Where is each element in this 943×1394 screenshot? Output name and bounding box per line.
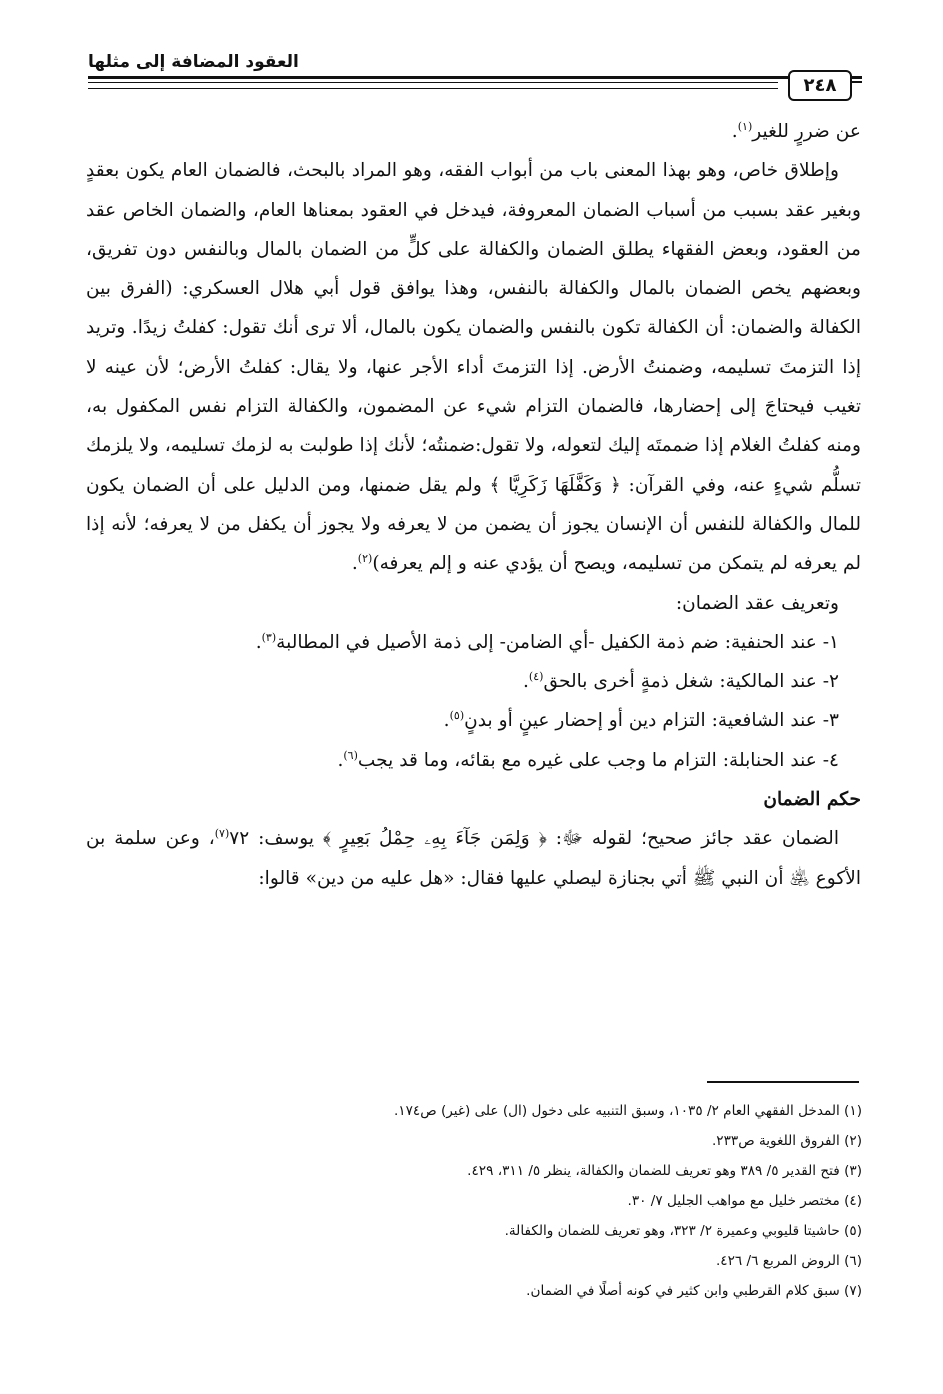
list-item: ٢- عند المالكية: شغل ذمةٍ أخرى بالحق$^{(٤)}$. [523,669,839,693]
footnote-ref: (٥) [449,709,465,723]
header-rule [88,76,862,79]
footnote: (٧) سبق كلام القرطبي وابن كثير في كونه أصلًا في الضمان. [526,1283,862,1299]
footnote: (٥) حاشيتا قليوبي وعميرة ٢/ ٣٢٣، وهو تعريف للضمان والكفالة. [504,1223,862,1239]
list-item: ٤- عند الحنابلة: التزام ما وجب على غيره مع بقائه، وما قد يجب$^{(٦)}$. [337,748,839,771]
footnote-separator [707,1081,859,1083]
footnote-ref: (٣) [261,630,277,644]
paragraph: عن ضررٍ للغير$^{(١)}$. [731,119,861,142]
footnote-ref: (٤) [528,669,544,683]
main-text [86,112,861,898]
header-rule-thin [88,82,778,83]
header-rule-thin [88,88,778,89]
paragraph: الضمان عقد جائز صحيح؛ لقوله ﷻ: ﴿ وَلِمَن جَآءَ بِهِۦ حِمْلُ بَعِيرٍ ﴾ يوسف: ٧٢$^{(٧)}$، وعن سلمة بن الأكوع ﵁ أن النبي ﷺ أتي بجنازة ليصلي عليها فقال: «هل عليه من دين» قالوا: [86,827,861,889]
header-tick [852,81,862,83]
page-number: ٢٤٨ [788,70,852,101]
footnote: (٤) مختصر خليل مع مواهب الجليل ٧/ ٣٠. [627,1193,862,1209]
footnote: (١) المدخل الفقهي العام ٢/ ١٠٣٥، وسبق التنبيه على دخول (ال) على (غير) ص١٧٤. [393,1103,862,1119]
paragraph: وتعريف عقد الضمان: [675,592,839,614]
footnotes [150,1096,862,1306]
footnote-ref: (٦) [343,748,358,762]
paragraph: وإطلاق خاص، وهو بهذا المعنى باب من أبواب الفقه، وهو المراد بالبحث، فالضمان العام يكون بعقدٍ وبغير عقد بسبب من أسباب الضمان المعروفة، فيدخل في العقود بمعناها العام، والضمان الخاص عقد من العقود، وبعض الفقهاء يطلق الضمان والكفالة على كلٍّ من الضمان بالمال وبالنفس دون تفريق، وبعضهم يخص الضمان بالمال والكفالة بالنفس، وهذا يوافق قول أبي هلال العسكري: (الفرق بين الكفالة والضمان: أن الكفالة تكون بالنفس والضمان يكون بالمال، ألا ترى أنك تقول: كفلتُ زيدًا. وتريد إذا التزمتَ تسليمه، وضمنتُ الأرض. إذا التزمتَ أداء الأجر عنها، ولا يقال: كفلتُ الأرض؛ لأن عينه لا تغيب فيحتاجَ إلى إحضارها، فالضمان التزام شيء عن المضمون، والكفالة التزام نفس المكفول به، ومنه كفلتُ الغلام إذا ضممتَه إليك لتعوله، ولا تقول:ضمنتُه؛ لأنك إذا طولبت به لزمك تسليمه، ولا يلزمك تسلُّم شيءٍ عنه، وفي القرآن: ﴿ وَكَفَّلَهَا زَكَرِيَّا ﴾ ولم يقل ضمنها، ومن الدليل على أن الضمان يكون للمال والكفالة للنفس أن الإنسان يجوز أن يضمن من لا يعرفه ولا يجوز أن يكفل من لا يعرفه؛ لأنه إذا لم يعرفه لم يتمكن من تسليمه، ويصح أن يؤدي عنه و إلم يعرفه)$^{(٢)}$. [86,160,861,575]
footnote-ref: (٢) [357,552,373,566]
footnote: (٣) فتح القدير ٥/ ٣٨٩ وهو تعريف للضمان والكفالة، ينظر ٥/ ٣١١، ٤٢٩. [467,1163,862,1179]
footnote: (٦) الروض المربع ٦/ ٤٢٦. [715,1253,862,1269]
list-item: ١- عند الحنفية: ضم ذمة الكفيل -أي الضامن- إلى ذمة الأصيل في المطالبة$^{(٣)}$. [255,630,839,653]
running-title: العقود المضافة إلى مثلها [88,52,299,72]
list-item: ٣- عند الشافعية: التزام دين أو إحضار عينٍ أو بدنٍ$^{(٥)}$. [443,709,839,732]
footnote-ref: (١) [737,119,753,133]
footnote: (٢) الفروق اللغوية ص٢٣٣. [711,1133,862,1149]
page-header [88,48,862,103]
section-heading: حكم الضمان [763,789,861,811]
footnote-ref: (٧) [214,827,230,841]
